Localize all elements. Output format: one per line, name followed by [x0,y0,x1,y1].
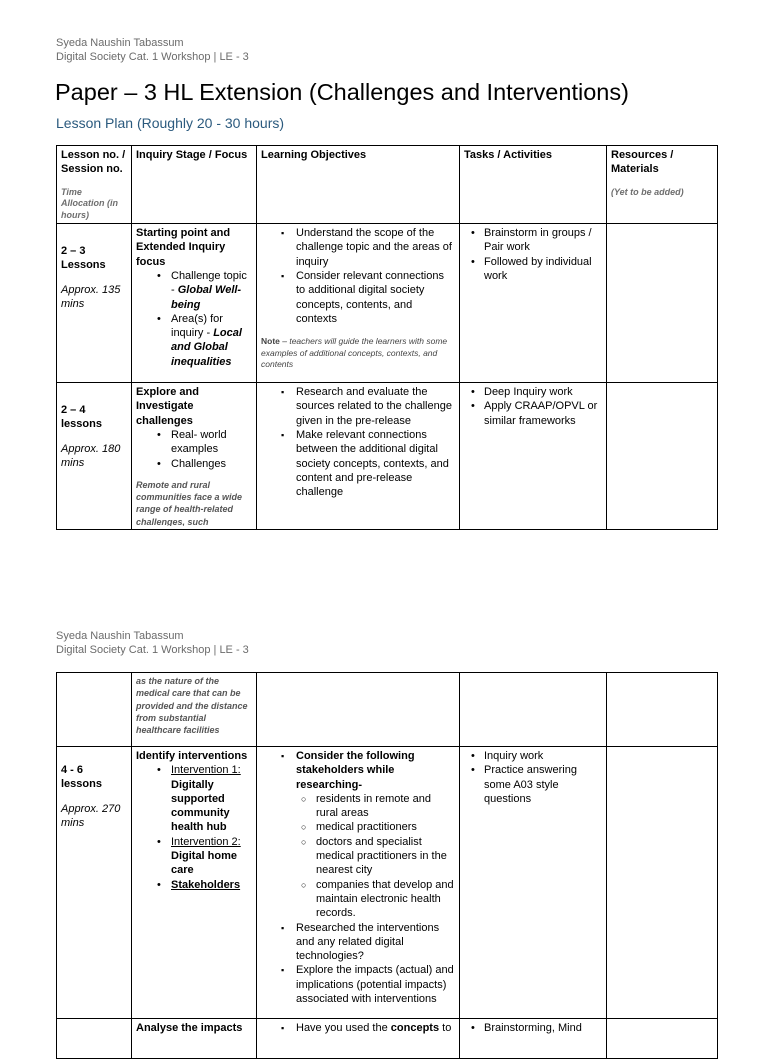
header-author: Syeda Naushin Tabassum [56,37,184,49]
list-item: • Challenge topic - Global Well-being [136,269,252,312]
lesson-cell: 2 – 4 lessons Approx. 180 mins [57,383,132,530]
list-item: ▪ Research and evaluate the sources related to the challenge given in the pre-release [261,385,455,428]
list-item: ▪ Explore the impacts (actual) and implications (potential impacts) associated with interventions [261,963,455,1006]
table-row [57,1019,718,1059]
tasks-cell [460,673,607,747]
list-item: • Intervention 1: Digitally supported community health hub [136,763,252,834]
tasks-cell [460,747,607,1019]
stage-cell: Analyse the impacts [132,1019,257,1059]
resources-cell [607,747,718,1019]
table-row [57,224,718,383]
page-title: Paper – 3 HL Extension (Challenges and Interventions) [55,79,629,105]
resources-cell [607,224,718,383]
header-resources: Resources / Materials (Yet to be added) [607,146,718,224]
list-item: ▪ Consider relevant connections to additional digital society concepts, contents, and contexts [261,269,455,326]
list-item: • Brainstorm in groups / Pair work [464,226,602,255]
table-header-row [57,146,718,224]
lesson-cell [57,673,132,747]
list-item: ▪ Consider the following stakeholders while researching- ○ residents in remote and rural areas ○ medical practitioners ○ doctors and specialist medical practitioners in the nearest city ○ companies that develop and maintain electronic health records. [261,749,455,921]
header-lesson: Lesson no. / Session no. Time Allocation (in hours) [57,146,132,224]
table-row [57,383,718,530]
objectives-cell [257,224,460,383]
objectives-cell [257,1019,460,1059]
resources-cell [607,1019,718,1059]
list-item: • Practice answering some A03 style questions [464,763,602,806]
list-item: • Inquiry work [464,749,602,763]
table-row [57,673,718,747]
list-item: • Stakeholders [136,878,252,892]
stage-cell: Starting point and Extended Inquiry focus • Challenge topic - Global Well-being • Area(s) for inquiry - Local and Global inequalities [132,224,257,383]
list-item: ○ doctors and specialist medical practitioners in the nearest city [261,835,455,878]
challenge-detail: as the nature of the medical care that can be provided and the distance from substantial healthcare facilities [136,676,248,736]
resources-cell [607,673,718,747]
header-objectives: Learning Objectives [257,146,460,224]
objectives-cell [257,673,460,747]
list-item: ○ medical practitioners [261,820,455,834]
lesson-plan-table-continued [56,672,718,1059]
stage-cell: Identify interventions • Intervention 1: Digitally supported community health hub • Intervention 2: Digital home care • Stakeholders [132,747,257,1019]
list-item: • Area(s) for inquiry - Local and Global inequalities [136,312,252,369]
table-row [57,747,718,1019]
header-workshop: Digital Society Cat. 1 Workshop | LE - 3 [56,51,249,63]
objectives-cell [257,747,460,1019]
objectives-cell [257,383,460,530]
header-workshop: Digital Society Cat. 1 Workshop | LE - 3 [56,644,249,656]
challenge-detail: Remote and rural communities face a wide range of health-related challenges, such [136,479,243,527]
list-item: • Apply CRAAP/OPVL or similar frameworks [464,399,602,428]
list-item: ▪ Make relevant connections between the additional digital society concepts, contexts, and content and pre-release challenge [261,428,455,499]
resources-cell [607,383,718,530]
lesson-cell: 4 - 6 lessons Approx. 270 mins [57,747,132,1019]
lesson-cell: 2 – 3 Lessons Approx. 135 mins [57,224,132,383]
tasks-cell [460,383,607,530]
list-item: ▪ Understand the scope of the challenge topic and the areas of inquiry [261,226,455,269]
tasks-cell [460,1019,607,1059]
list-item: ▪ Researched the interventions and any related digital technologies? [261,921,455,964]
list-item: ○ residents in remote and rural areas [261,792,455,821]
stage-cell: Explore and Investigate challenges • Real- world examples • Challenges Remote and rural communities face a wide range of health-related challenges, such [132,383,257,530]
header-stage: Inquiry Stage / Focus [132,146,257,224]
header-author: Syeda Naushin Tabassum [56,630,184,642]
list-item: ▪ Have you used the concepts to [261,1021,455,1035]
list-item: • Real- world examples [136,428,252,457]
stage-cell [132,673,257,747]
teacher-note: Note – teachers will guide the learners with some examples of additional concepts, contexts, and contents [261,336,448,370]
list-item: • Deep Inquiry work [464,385,602,399]
lesson-cell [57,1019,132,1059]
tasks-cell [460,224,607,383]
lesson-plan-table [56,145,718,530]
list-item: • Challenges [136,457,252,471]
list-item: • Brainstorming, Mind [464,1021,602,1035]
list-item: • Intervention 2: Digital home care [136,835,252,878]
list-item: ○ companies that develop and maintain electronic health records. [261,878,455,921]
list-item: • Followed by individual work [464,255,602,284]
page-subtitle: Lesson Plan (Roughly 20 - 30 hours) [56,115,285,131]
header-tasks: Tasks / Activities [460,146,607,224]
